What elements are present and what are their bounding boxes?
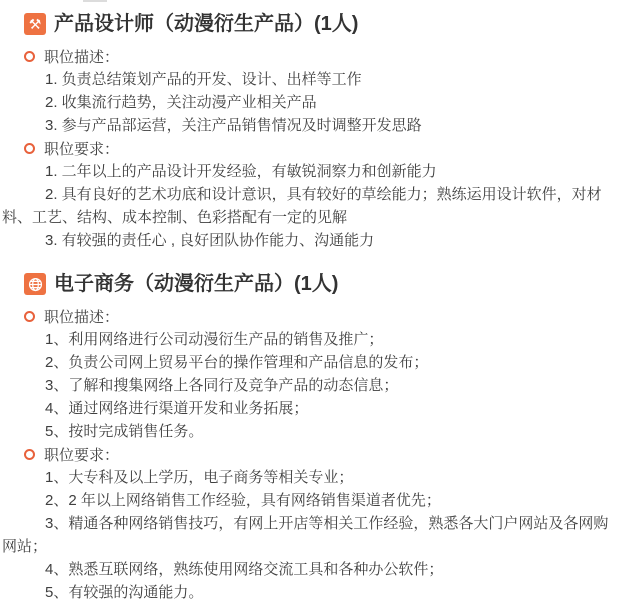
section-label: 职位要求： bbox=[44, 447, 120, 464]
globe-icon bbox=[24, 273, 46, 295]
section-heading-description bbox=[24, 45, 621, 68]
section-label: 职位描述： bbox=[44, 309, 120, 326]
list-item: 3、精通各种网络销售技巧，有网上开店等相关工作经验，熟悉各大门户网站及各网购网站； bbox=[2, 515, 609, 555]
section-heading-requirements bbox=[24, 443, 621, 466]
list-item: 1. 负责总结策划产品的开发、设计、出样等工作 bbox=[45, 71, 362, 88]
list-item: 2. 收集流行趋势，关注动漫产业相关产品 bbox=[45, 94, 317, 111]
list-item: 2、负责公司网上贸易平台的操作管理和产品信息的发布； bbox=[45, 354, 429, 371]
list-item: 5、有较强的沟通能力。 bbox=[45, 584, 204, 601]
list-item: 3. 参与产品部运营，关注产品销售情况及时调整开发思路 bbox=[45, 117, 422, 134]
list-item: 1、大专科及以上学历，电子商务等相关专业； bbox=[45, 469, 354, 486]
job-header bbox=[24, 272, 621, 296]
job-section-product-designer bbox=[2, 12, 621, 252]
top-edge-artifact bbox=[83, 0, 107, 2]
job-section-ecommerce bbox=[2, 272, 621, 604]
ring-bullet-icon bbox=[24, 311, 35, 322]
section-label: 职位要求： bbox=[44, 141, 120, 158]
job-header bbox=[24, 12, 621, 36]
list-item: 3. 有较强的责任心 , 良好团队协作能力、沟通能力 bbox=[45, 232, 375, 249]
list-item: 2. 具有良好的艺术功底和设计意识，具有较好的草绘能力；熟练运用设计软件，对材料、工艺、结构、成本控制、色彩搭配有一定的见解 bbox=[2, 186, 602, 226]
crossed-hammers-icon: ⚒ bbox=[24, 13, 46, 35]
job-title: 电子商务（动漫衍生产品）(1人) bbox=[54, 273, 339, 295]
section-heading-requirements bbox=[24, 137, 621, 160]
list-item: 1、利用网络进行公司动漫衍生产品的销售及推广； bbox=[45, 331, 384, 348]
section-heading-description bbox=[24, 305, 621, 328]
list-item: 2、2 年以上网络销售工作经验，具有网络销售渠道者优先； bbox=[45, 492, 441, 509]
list-item: 4、熟悉互联网络，熟练使用网络交流工具和各种办公软件； bbox=[45, 561, 444, 578]
ring-bullet-icon bbox=[24, 143, 35, 154]
list-item: 3、了解和搜集网络上各同行及竞争产品的动态信息； bbox=[45, 377, 399, 394]
job-title: 产品设计师（动漫衍生产品）(1人) bbox=[54, 13, 359, 35]
ring-bullet-icon bbox=[24, 51, 35, 62]
section-label: 职位描述： bbox=[44, 49, 120, 66]
list-item: 4、通过网络进行渠道开发和业务拓展； bbox=[45, 400, 309, 417]
ring-bullet-icon bbox=[24, 449, 35, 460]
list-item: 1. 二年以上的产品设计开发经验，有敏锐洞察力和创新能力 bbox=[45, 163, 437, 180]
list-item: 5、按时完成销售任务。 bbox=[45, 423, 204, 440]
